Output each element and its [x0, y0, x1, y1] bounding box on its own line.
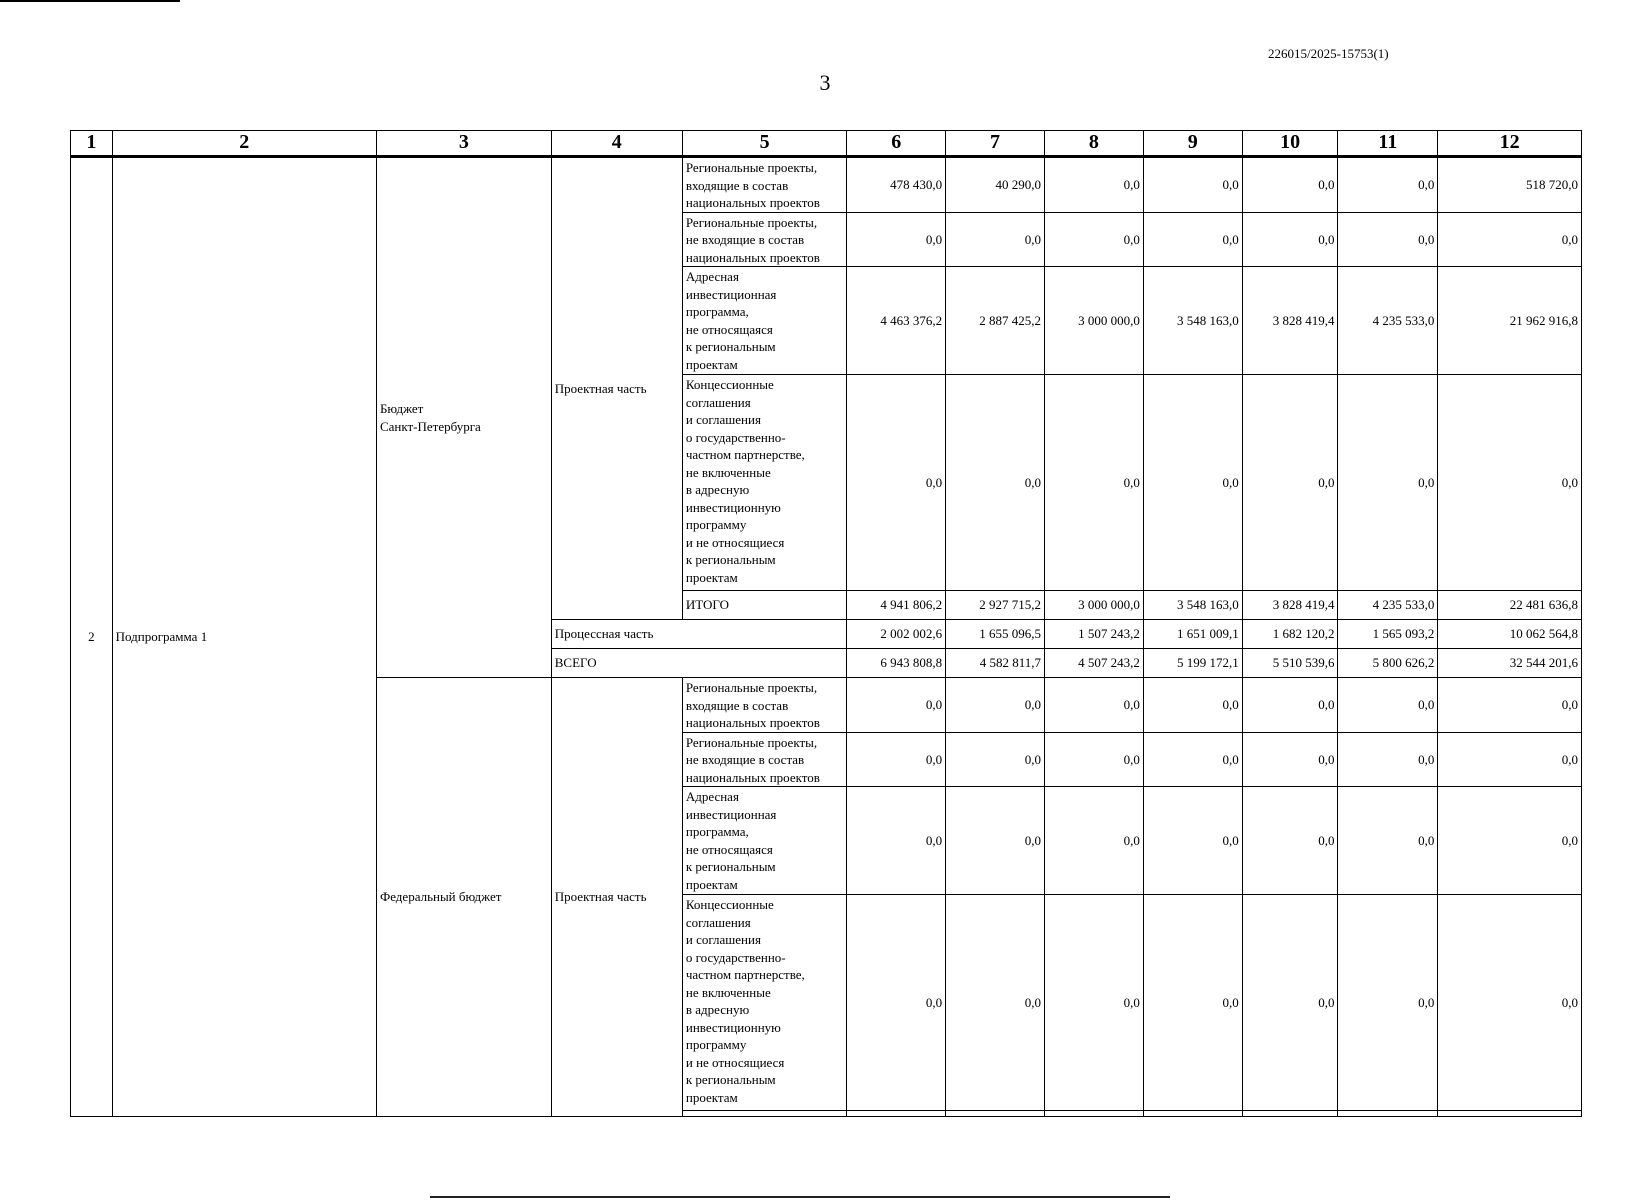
- item-label: Региональные проекты, входящие в состав национальных проектов: [682, 157, 846, 213]
- document-number: 226015/2025-15753(1): [1268, 46, 1389, 61]
- value-cell: 0,0: [847, 895, 946, 1111]
- value-cell: 0,0: [1242, 895, 1338, 1111]
- value-cell: 32 544 201,6: [1438, 649, 1582, 678]
- value-cell: 0,0: [1044, 787, 1143, 895]
- item-label: Региональные проекты, входящие в состав национальных проектов: [682, 678, 846, 733]
- value-cell: 4 507 243,2: [1044, 649, 1143, 678]
- header-cell: 2: [112, 131, 376, 157]
- value-cell: 478 430,0: [847, 157, 946, 213]
- item-label: Адресная инвестиционная программа, не относящаяся к региональным проектам: [682, 787, 846, 895]
- value-cell: 0,0: [1438, 678, 1582, 733]
- item-label: Концессионные соглашения и соглашения о государственно- частном партнерстве, не включенные в адресную инвестиционную программу и не относящиеся к региональным проектам: [682, 375, 846, 591]
- value-cell: 0,0: [1143, 157, 1242, 213]
- value-cell: 4 582 811,7: [946, 649, 1045, 678]
- part-type: Проектная часть: [551, 157, 682, 620]
- value-cell: 0,0: [1242, 732, 1338, 787]
- value-cell: 22 481 636,8: [1438, 591, 1582, 620]
- value-cell: 0,0: [946, 212, 1045, 267]
- value-cell: 0,0: [1242, 787, 1338, 895]
- header-cell: 12: [1438, 131, 1582, 157]
- header-cell: 1: [71, 131, 113, 157]
- value-cell: 0,0: [1044, 212, 1143, 267]
- value-cell: 0,0: [946, 732, 1045, 787]
- value-cell: 0,0: [946, 787, 1045, 895]
- subprogram-name: Подпрограмма 1: [112, 157, 376, 1117]
- header-cell: 3: [376, 131, 551, 157]
- value-cell: 4 463 376,2: [847, 267, 946, 375]
- row-number: 2: [71, 157, 113, 1117]
- empty-cell: [682, 1111, 846, 1117]
- value-cell: 3 548 163,0: [1143, 591, 1242, 620]
- value-cell: 1 565 093,2: [1338, 620, 1438, 649]
- value-cell: 0,0: [1438, 212, 1582, 267]
- process-part-label: Процессная часть: [551, 620, 847, 649]
- value-cell: 0,0: [1338, 157, 1438, 213]
- value-cell: 1 655 096,5: [946, 620, 1045, 649]
- item-label: Адресная инвестиционная программа, не относящаяся к региональным проектам: [682, 267, 846, 375]
- value-cell: 0,0: [1438, 787, 1582, 895]
- value-cell: 6 943 808,8: [847, 649, 946, 678]
- value-cell: 4 941 806,2: [847, 591, 946, 620]
- item-label: Концессионные соглашения и соглашения о государственно- частном партнерстве, не включенные в адресную инвестиционную программу и не относящиеся к региональным проектам: [682, 895, 846, 1111]
- value-cell: 0,0: [1044, 732, 1143, 787]
- value-cell: 3 000 000,0: [1044, 267, 1143, 375]
- value-cell: 0,0: [1242, 375, 1338, 591]
- value-cell: 3 828 419,4: [1242, 267, 1338, 375]
- value-cell: 5 199 172,1: [1143, 649, 1242, 678]
- top-rule: [0, 0, 180, 2]
- value-cell: 0,0: [1044, 678, 1143, 733]
- value-cell: 0,0: [1143, 732, 1242, 787]
- budget-table: [70, 130, 1582, 1117]
- header-row: [71, 131, 1582, 157]
- value-cell: 3 828 419,4: [1242, 591, 1338, 620]
- value-cell: 0,0: [1143, 787, 1242, 895]
- total-label: ВСЕГО: [551, 649, 847, 678]
- value-cell: 40 290,0: [946, 157, 1045, 213]
- header-cell: 7: [946, 131, 1045, 157]
- header-cell: 11: [1338, 131, 1438, 157]
- header-cell: 4: [551, 131, 682, 157]
- value-cell: 0,0: [946, 895, 1045, 1111]
- value-cell: 4 235 533,0: [1338, 591, 1438, 620]
- value-cell: 0,0: [1044, 157, 1143, 213]
- value-cell: 0,0: [1438, 732, 1582, 787]
- funding-source: Федеральный бюджет: [376, 678, 551, 1117]
- empty-cell: [1242, 1111, 1338, 1117]
- empty-cell: [1338, 1111, 1438, 1117]
- value-cell: 0,0: [1338, 212, 1438, 267]
- value-cell: 0,0: [1044, 375, 1143, 591]
- value-cell: 0,0: [1143, 678, 1242, 733]
- empty-cell: [1438, 1111, 1582, 1117]
- value-cell: 0,0: [1143, 375, 1242, 591]
- funding-source: Бюджет Санкт-Петербурга: [376, 157, 551, 678]
- value-cell: 0,0: [1242, 157, 1338, 213]
- header-cell: 5: [682, 131, 846, 157]
- value-cell: 5 800 626,2: [1338, 649, 1438, 678]
- value-cell: 0,0: [1143, 895, 1242, 1111]
- value-cell: 0,0: [1242, 678, 1338, 733]
- value-cell: 0,0: [1242, 212, 1338, 267]
- value-cell: 0,0: [847, 678, 946, 733]
- value-cell: 21 962 916,8: [1438, 267, 1582, 375]
- empty-cell: [1044, 1111, 1143, 1117]
- value-cell: 518 720,0: [1438, 157, 1582, 213]
- value-cell: 1 507 243,2: [1044, 620, 1143, 649]
- value-cell: 3 000 000,0: [1044, 591, 1143, 620]
- empty-cell: [847, 1111, 946, 1117]
- value-cell: 0,0: [1338, 732, 1438, 787]
- value-cell: 0,0: [1438, 895, 1582, 1111]
- value-cell: 0,0: [1338, 787, 1438, 895]
- value-cell: 1 682 120,2: [1242, 620, 1338, 649]
- value-cell: 2 002 002,6: [847, 620, 946, 649]
- value-cell: 3 548 163,0: [1143, 267, 1242, 375]
- value-cell: 0,0: [847, 212, 946, 267]
- page-number: 3: [819, 70, 831, 95]
- value-cell: 0,0: [946, 678, 1045, 733]
- empty-cell: [946, 1111, 1045, 1117]
- bottom-rule: [430, 1196, 1170, 1198]
- item-label: Региональные проекты, не входящие в состав национальных проектов: [682, 732, 846, 787]
- header-cell: 6: [847, 131, 946, 157]
- value-cell: 2 887 425,2: [946, 267, 1045, 375]
- header-cell: 8: [1044, 131, 1143, 157]
- value-cell: 0,0: [1143, 212, 1242, 267]
- value-cell: 0,0: [1338, 895, 1438, 1111]
- value-cell: 4 235 533,0: [1338, 267, 1438, 375]
- value-cell: 1 651 009,1: [1143, 620, 1242, 649]
- item-label: ИТОГО: [682, 591, 846, 620]
- header-cell: 10: [1242, 131, 1338, 157]
- value-cell: 0,0: [847, 732, 946, 787]
- value-cell: 0,0: [1044, 895, 1143, 1111]
- header-cell: 9: [1143, 131, 1242, 157]
- value-cell: 10 062 564,8: [1438, 620, 1582, 649]
- value-cell: 0,0: [847, 787, 946, 895]
- value-cell: 0,0: [1438, 375, 1582, 591]
- value-cell: 2 927 715,2: [946, 591, 1045, 620]
- item-label: Региональные проекты, не входящие в состав национальных проектов: [682, 212, 846, 267]
- value-cell: 5 510 539,6: [1242, 649, 1338, 678]
- value-cell: 0,0: [1338, 678, 1438, 733]
- empty-cell: [1143, 1111, 1242, 1117]
- value-cell: 0,0: [1338, 375, 1438, 591]
- value-cell: 0,0: [847, 375, 946, 591]
- table-row: [71, 157, 1582, 213]
- part-type: Проектная часть: [551, 678, 682, 1117]
- value-cell: 0,0: [946, 375, 1045, 591]
